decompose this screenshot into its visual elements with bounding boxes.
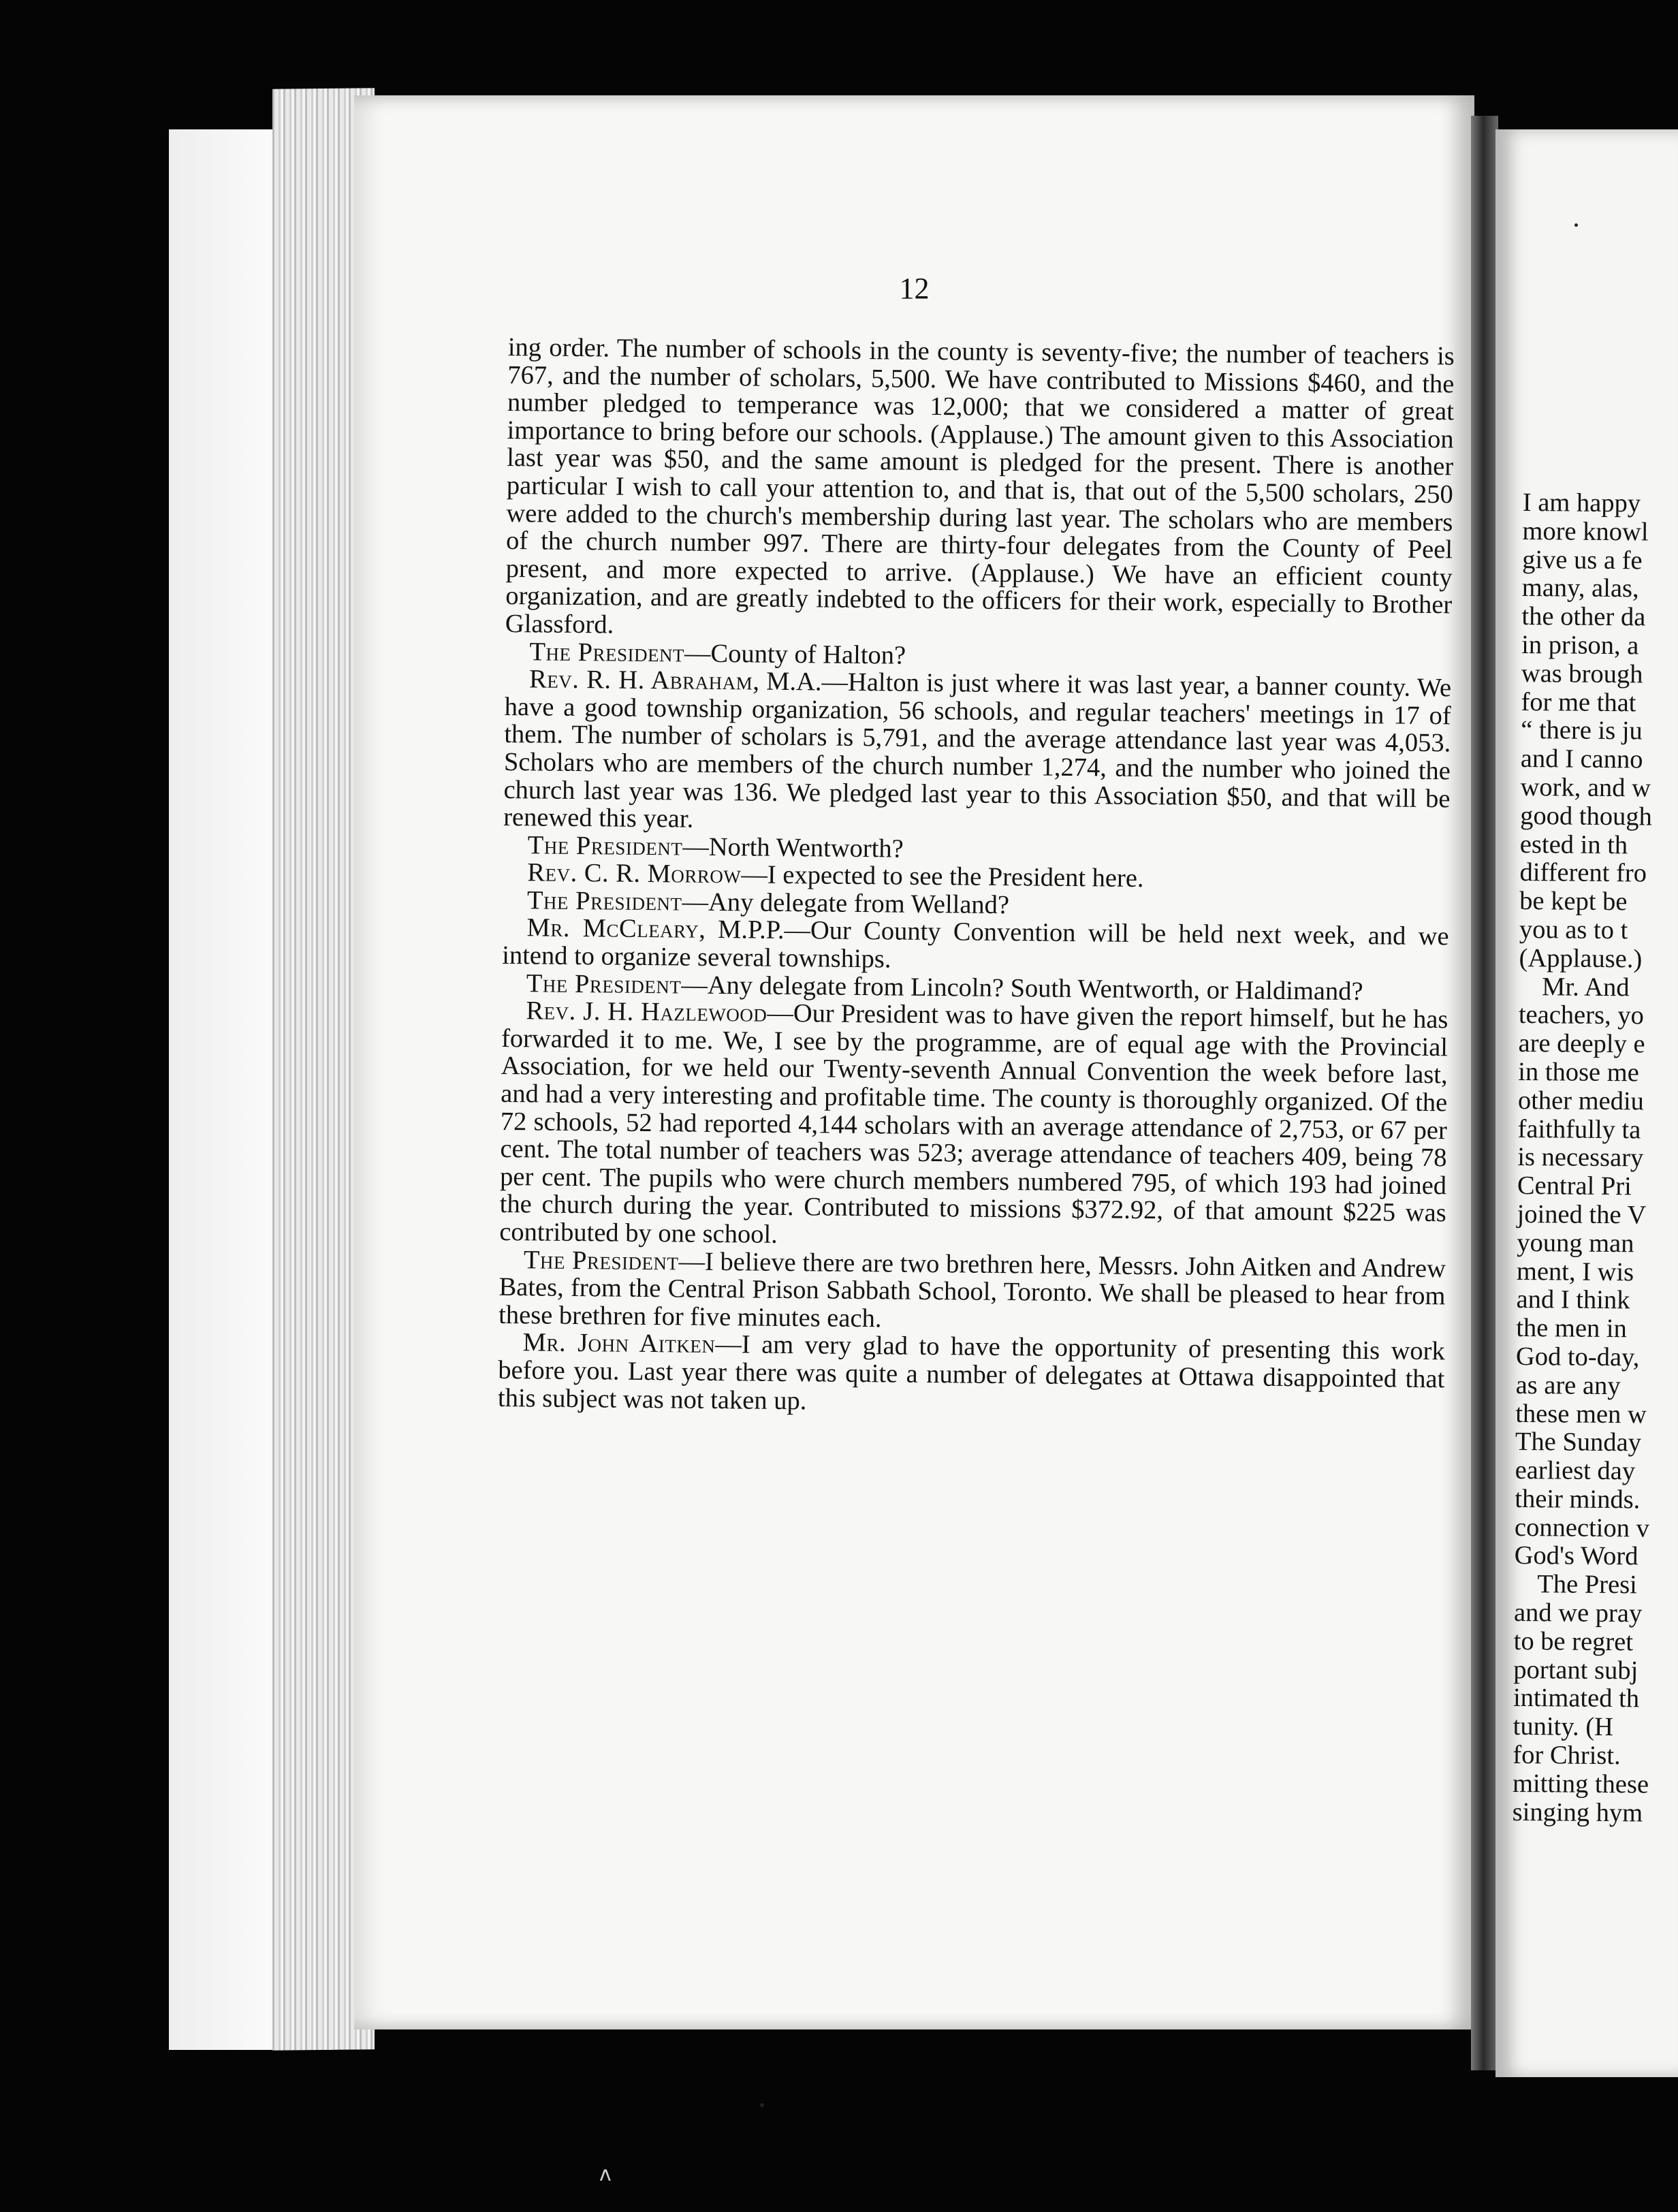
bottom-mark: ʌ <box>599 2162 612 2186</box>
text-line: The Presi <box>1537 1570 1638 1600</box>
speaker-name: Rev. C. R. Morrow <box>527 858 742 889</box>
text-line: other mediu <box>1517 1086 1645 1116</box>
speaker-name: The President <box>529 637 685 668</box>
speaker-name: The President <box>523 1245 679 1276</box>
text-line: the men in <box>1516 1314 1628 1344</box>
paragraph <box>499 997 1448 1255</box>
paragraph-text: ing order. The number of schools in the county is seventy-five; the number of teachers is 767, and the number of scholars, 5,500. We have contributed to Missions $460, and the number pledged to temperance was 12,000; that we considered a matter of great importance to bring before our schools. (Applause.) The amount given to this Association last year was $50, and the same amount is pledged for the present. There is another particular I wish to call your attention to, and that is, that out of the 5,500 scholars, 250 were added to the church's membership during last year. The scholars who are members of the church number 997. There are thirty-four delegates from the County of Peel present, and more expected to arrive. (Applause.) We have an efficient county organization, and are greatly indebted to the officers for their work, especially to Brother Glassford. <box>505 333 1455 639</box>
paragraph-text: —Halton is just where it was last year, a banner county. We have a good township organization, 56 schools, and regular teachers' meetings in 17 of them. The number of scholars is 5,791, and the average attendance last year was 4,053. Scholars who are members of the church number 1,274, and the number who joined the church last year was 136. We pledged last year to this Association $50, and that will be renewed this year. <box>503 667 1452 834</box>
text-line: The Sunday <box>1515 1427 1642 1457</box>
text-line: be kept be <box>1519 887 1628 917</box>
text-line: intimated th <box>1513 1684 1640 1713</box>
text-line: tunity. (H <box>1513 1712 1614 1742</box>
paragraph-text: —I expected to see the President here. <box>741 860 1144 894</box>
text-line: are deeply e <box>1518 1029 1645 1059</box>
paragraph-text: —I am very glad to have the opportunity of presenting this work before you. Last year there was quite a number of delegates at Ottawa disappointed that this subject was not taken up. <box>497 1330 1445 1415</box>
paragraph <box>498 1246 1446 1338</box>
text-line: ested in th <box>1519 830 1628 859</box>
text-line: I am happy <box>1522 488 1641 518</box>
page-body <box>498 334 1455 1421</box>
speaker-name: Mr. John Aitken <box>522 1328 716 1359</box>
speaker-suffix: , M.A. <box>753 667 822 697</box>
book-gutter <box>1471 116 1498 2070</box>
text-line: their minds. <box>1515 1484 1641 1515</box>
text-line: good though <box>1520 801 1652 832</box>
text-line: for me that <box>1521 687 1636 717</box>
speaker-name: Rev. J. H. Hazlewood <box>526 996 767 1028</box>
paragraph-text: —North Wentworth? <box>682 832 904 864</box>
speck <box>760 2103 764 2107</box>
paragraph-text: —County of Halton? <box>684 639 906 670</box>
right-page <box>1495 129 1678 2077</box>
text-line: (Applause.) <box>1519 943 1643 974</box>
text-line: and we pray <box>1513 1598 1643 1628</box>
text-line: singing hym <box>1512 1797 1643 1828</box>
text-line: Central Pri <box>1517 1171 1632 1201</box>
text-line: portant subj <box>1513 1655 1639 1686</box>
paragraph <box>505 334 1455 647</box>
text-line: teachers, yo <box>1518 1000 1644 1030</box>
text-line: these men w <box>1515 1399 1647 1429</box>
text-line: earliest day <box>1515 1456 1636 1486</box>
text-line: in those me <box>1518 1057 1639 1088</box>
text-line: ment, I wis <box>1516 1257 1634 1286</box>
paragraph <box>503 665 1451 840</box>
paragraph-text: —Our County Convention will be held next week, and we intend to organize several townships. <box>502 916 1449 974</box>
text-line: and I think <box>1516 1285 1630 1315</box>
text-line: you as to t <box>1519 915 1628 945</box>
text-line: the other da <box>1521 602 1646 632</box>
speaker-name: The President <box>526 968 682 1000</box>
text-line: many, alas, <box>1521 573 1639 603</box>
text-line: God to-day, <box>1515 1342 1640 1372</box>
text-line: as are any <box>1515 1370 1621 1400</box>
paragraph <box>502 914 1449 979</box>
paragraph-text: —Our President was to have given the report himself, but he has forwarded it to me. We, I see by the programme, are of equal age with the Provincial Association, for we held our Twenty-seventh Annual Convention the week before last, and had a very interesting and profitable time. The county is thoroughly organized. Of the 72 schools, 52 had reported 4,144 scholars with an average attendance of 2,753, or 67 per cent. The total number of teachers was 523; average attendance of teachers 409, being 78 per cent. The pupils who were church members numbered 795, of which 193 had joined the church during the year. Contributed to missions $372.92, of that amount $225 was contributed by one school. <box>499 998 1449 1249</box>
text-line: different fro <box>1519 858 1647 888</box>
text-line: in prison, a <box>1521 630 1639 661</box>
text-line: God's Word <box>1514 1541 1639 1571</box>
text-line: Mr. And <box>1542 972 1630 1002</box>
paragraph-text: —I believe there are two brethren here, Messrs. John Aitken and Andrew Bates, from the Central Prison Sabbath School, Toronto. We shall be pleased to hear from these brethren for five minutes each. <box>498 1247 1446 1333</box>
text-line: young man <box>1517 1228 1634 1259</box>
speaker-suffix: , M.P.P. <box>698 915 785 945</box>
text-line: joined the V <box>1517 1199 1647 1230</box>
paragraph-text: —Any delegate from Welland? <box>682 887 1010 919</box>
speaker-name: The President <box>526 886 682 917</box>
text-line: mitting these <box>1512 1769 1649 1799</box>
text-line: give us a fe <box>1522 545 1643 575</box>
text-line: “ there is ju <box>1521 716 1643 746</box>
text-line: was brough <box>1521 659 1643 689</box>
right-page-text <box>1513 489 1678 1829</box>
text-line: more knowl <box>1522 516 1649 547</box>
text-line: for Christ. <box>1513 1741 1621 1771</box>
page-number: 12 <box>899 272 930 305</box>
left-page <box>354 95 1474 2029</box>
speck <box>1574 223 1578 227</box>
text-line: to be regret <box>1513 1626 1634 1657</box>
text-line: and I canno <box>1520 744 1643 774</box>
speaker-name: Rev. R. H. Abraham <box>528 665 753 696</box>
speaker-name: The President <box>527 830 683 862</box>
text-line: connection v <box>1514 1513 1649 1543</box>
text-line: work, and w <box>1520 772 1651 803</box>
paragraph-text: —Any delegate from Lincoln? South Wentworth, or Haldimand? <box>681 970 1363 1006</box>
text-line: faithfully ta <box>1517 1114 1641 1144</box>
speaker-name: Mr. McCleary <box>526 913 699 945</box>
text-line: is necessary <box>1517 1143 1644 1173</box>
paragraph <box>498 1329 1445 1421</box>
